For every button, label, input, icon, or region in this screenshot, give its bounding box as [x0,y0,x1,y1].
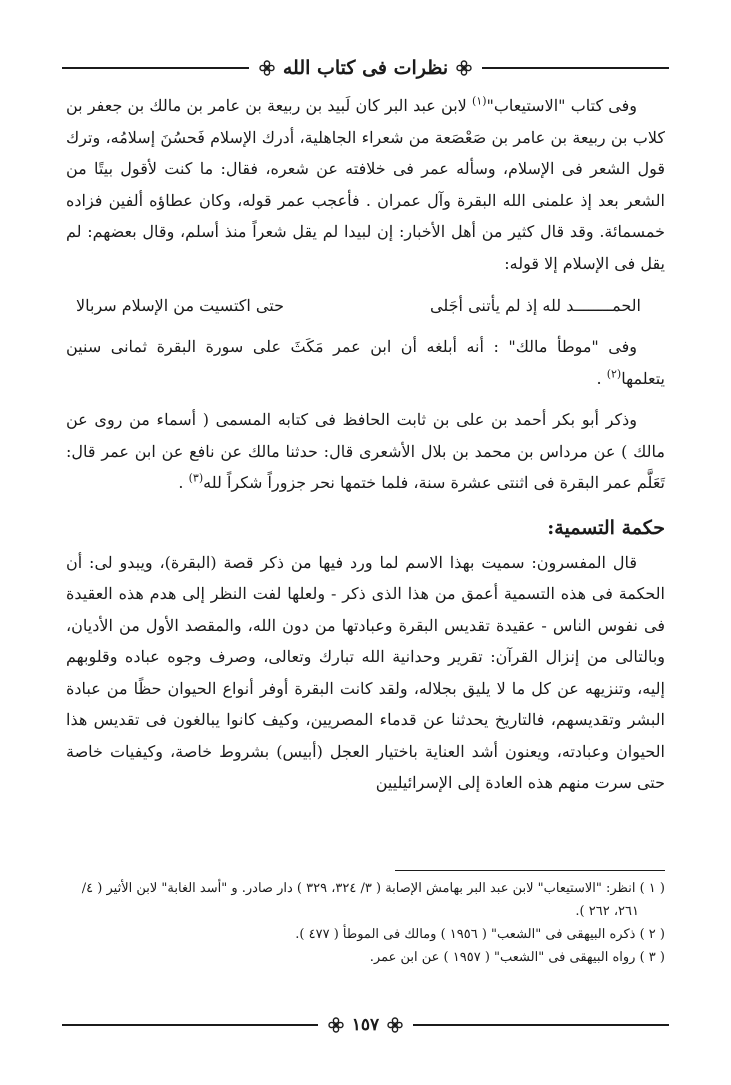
verse-second-hemistich: حتى اكتسيت من الإسلام سربالا [76,296,284,315]
flower-ornament-icon [387,1017,403,1033]
paragraph-hikma [66,547,665,799]
paragraph-text: . [596,368,607,388]
paragraph-text: وفى "موطأ مالك" : أنه أبلغه أن ابن عمر مَكَثَ على سورة البقرة ثمانى سنين يتعلمها [66,337,665,388]
footnote-ref-3[interactable]: (٣) [188,471,204,485]
footnote-3: ( ٣ ) رواه البيهقى فى "الشعب" ( ١٩٥٧ ) عن ابن عمر. [369,950,665,965]
paragraph-text: قال المفسرون: سميت بهذا الاسم لما ورد فيها من ذكر قصة (البقرة)، ويبدو لى: أن الحكمة فى هذه التسمية أعمق من هذا الذى ذكر - ولعلها لفت النظر إلى هدم هذه العقيدة فى نفوس الناس - عقيدة تقديس البقرة وعبادتها من دون الله، والمقصد الأول من الأديان، وبالتالى من إنزال القرآن: تقرير وحدانية الله تبارك وتعالى، وصرف وجوه عباده وقلوبهم إليه، وتنزيهه عن كل ما لا يليق بجلاله، ولقد كانت البقرة أوفر أنواع الحيوان حظًا من عبادة البشر وتقديسهم، فالتاريخ يحدثنا عن قدماء المصريين، وكيف كانوا يبالغون فى تقديس هذا الحيوان وعبادته، ويعنون أشد العناية باختيار العجل (أبيس) بشروط خاصة، وكيفيات خاصة حتى سرت منهم هذه العادة إلى الإسرائيليين [66,552,665,792]
paragraph-muwatta [66,331,665,394]
paragraph-khatib [66,404,665,499]
footer-rule-left [62,1024,318,1026]
footnote-ref-1[interactable]: (١) [471,94,487,108]
page-footer [62,1010,669,1040]
paragraph-istiab [66,90,665,279]
main-text [66,90,665,799]
running-title: نظرات فى كتاب الله [282,57,449,79]
header-rule-right [482,67,669,69]
footnote-ref-2[interactable]: (٢) [606,367,622,381]
verse-first-hemistich: الحمــــــــد لله إذ لم يأتنى أجَلى [430,296,641,315]
footnote-1: ( ١ ) انظر: "الاستيعاب" لابن عبد البر بهامش الإصابة ( ٣/ ٣٢٤، ٣٢٩ ) دار صادر. و "أسد الغابة" لابن الأثير ( ٤/ ٢٦١، ٢٦٢ ). [81,881,665,919]
paragraph-text: وذكر أبو بكر أحمد بن على بن ثابت الحافظ فى كتابه المسمى ( أسماء من روى عن مالك ) عن مرداس بن محمد بن بلال الأشعرى قال: حدثنا مالك عن نافع عن ابن عمر قال: تَعَلَّم عمر البقرة فى اثنتى عشرة سنة، فلما ختمها نحر جزوراً شكراً لله [66,410,665,492]
footnote-2: ( ٢ ) ذكره البيهقى فى "الشعب" ( ١٩٥٦ ) ومالك فى الموطأ ( ٤٧٧ ). [295,927,665,942]
page-header [62,48,669,88]
section-heading: حكمة التسمية: [547,516,665,539]
paragraph-text: وفى كتاب "الاستيعاب" [486,96,637,115]
flower-ornament-icon [456,60,472,76]
footnotes [66,877,665,969]
header-title-group [249,57,482,79]
footer-page-group [318,1015,413,1035]
flower-ornament-icon [328,1017,344,1033]
poetry-verse [66,279,665,331]
footer-rule-right [413,1024,669,1026]
footnote-separator [395,870,665,871]
paragraph-text: . [178,473,189,492]
paragraph-text: لابن عبد البر كان لَبيد بن ربيعة بن عامر بن مالك بن جعفر بن كلاب بن ربيعة بن عامر بن صَعْصَعة من شعراء الجاهلية، أدرك الإسلام فَحسُنَ إسلامُه، وترك قول الشعر فى الإسلام، وسأله عمر فى خلافته عن شعره، فقال: ما كنت لأقول بيتًا من الشعر بعد إذ علمنى الله البقرة وآل عمران . فأعجب عمر قوله، وكان عطاؤه ألفين فزاده خمسمائة. وقد قال كثير من أهل الأخبار: إن لبيدا لم يقل شعراً منذ أسلم، وقال بعضهم: لم يقل فى الإسلام إلا قوله: [66,96,666,273]
page-number: ١٥٧ [351,1015,380,1035]
flower-ornament-icon [259,60,275,76]
header-rule-left [62,67,249,69]
